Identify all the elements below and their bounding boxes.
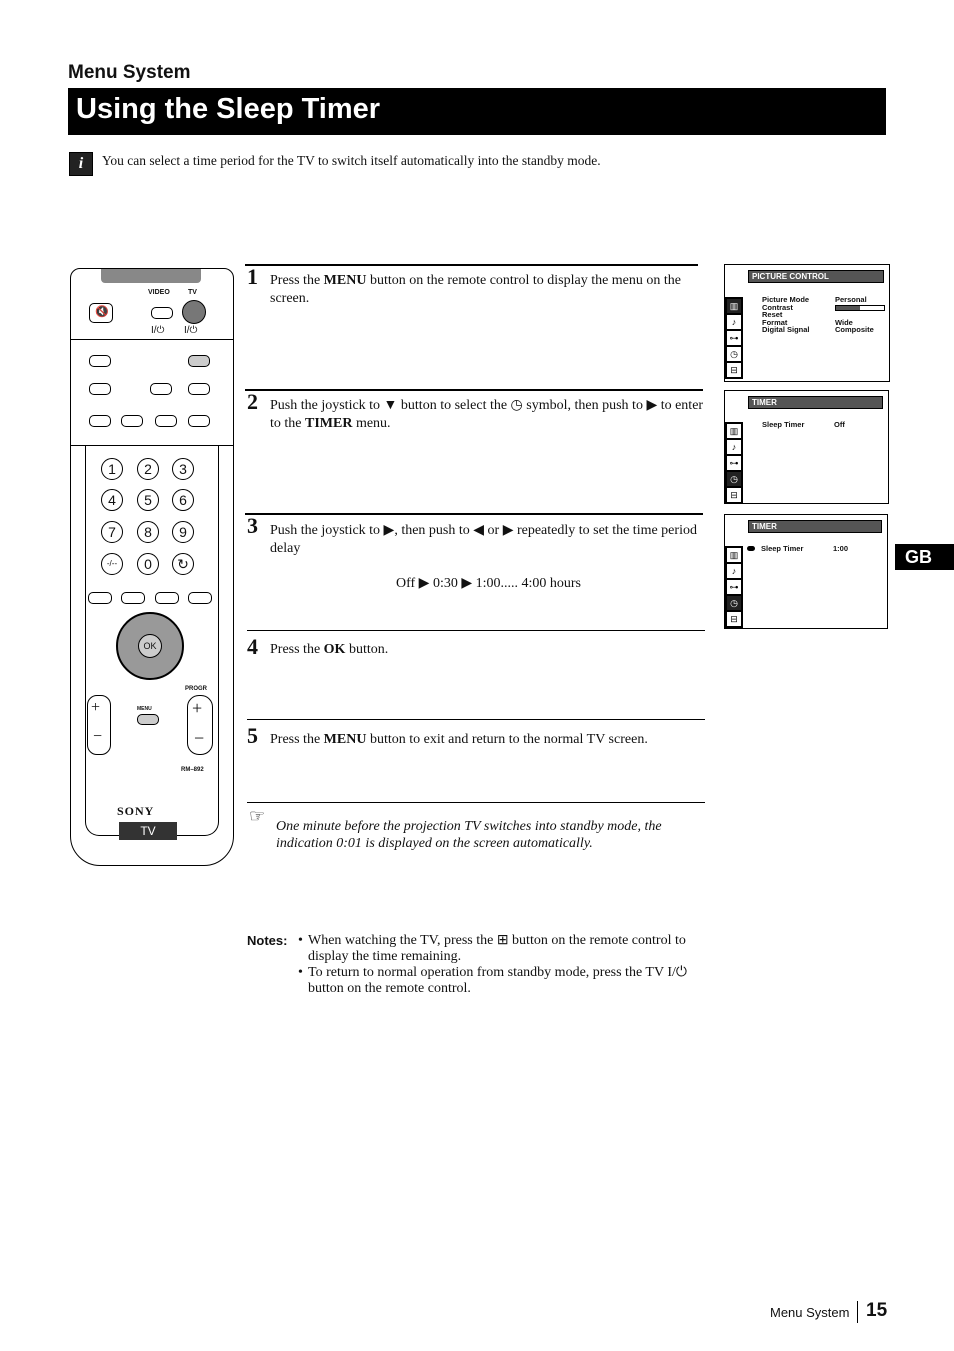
picture-icon: ▥ xyxy=(726,547,742,563)
menu-icon-column xyxy=(725,546,743,628)
step-number: 4 xyxy=(247,634,258,659)
video-button[interactable] xyxy=(151,307,173,319)
remote-button-b3[interactable] xyxy=(188,383,210,395)
volume-up-icon: + xyxy=(91,699,101,716)
step-rule-1 xyxy=(245,264,698,266)
page-number: 15 xyxy=(866,1300,888,1321)
tv-badge: TV xyxy=(119,822,177,840)
model-label: RM–892 xyxy=(181,767,204,773)
position-button[interactable] xyxy=(188,592,212,604)
section-label: Menu System xyxy=(68,62,191,83)
step-3-text: Push the joystick to ▶, then push to ◀ or ▶ repeatedly to set the time period delay xyxy=(270,523,697,556)
menu-row-value: Personal xyxy=(835,295,867,304)
key-0[interactable]: 0 xyxy=(137,553,159,575)
footer-section: Menu System xyxy=(770,1305,850,1320)
key-6[interactable]: 6 xyxy=(172,489,194,511)
remote-button-b1[interactable] xyxy=(89,383,111,395)
note-item xyxy=(298,933,698,965)
menu-row-label: Reset xyxy=(762,310,783,319)
menu-row-value: Wide xyxy=(835,318,853,327)
menu-header: TIMER xyxy=(748,520,882,533)
volume-rocker[interactable] xyxy=(87,695,111,755)
step-number: 2 xyxy=(247,389,258,414)
feature-icon: ⊶ xyxy=(726,330,742,346)
remote-button-c2[interactable] xyxy=(121,415,143,427)
tv-label: TV xyxy=(188,289,197,296)
step-rule-5 xyxy=(247,719,705,720)
menu-row-label: Picture Mode xyxy=(762,295,810,304)
menu-label: MENU xyxy=(137,706,152,712)
title-bar xyxy=(68,88,886,135)
tv-power-button[interactable] xyxy=(182,300,206,324)
key-jump[interactable]: ↻ xyxy=(172,553,194,575)
menu-row-label: Contrast xyxy=(762,303,793,312)
feature-icon: ⊶ xyxy=(726,455,742,471)
page-title: Using the Sleep Timer xyxy=(76,93,381,125)
key-1[interactable]: 1 xyxy=(101,458,123,480)
progr-label: PROGR xyxy=(185,686,208,692)
mute-icon: 🔇 xyxy=(95,306,109,318)
remote-button-a1[interactable] xyxy=(89,355,111,367)
picture-icon: ▥ xyxy=(726,423,742,439)
menu-row-value: Composite xyxy=(835,325,874,334)
menu-row-label: Format xyxy=(762,318,788,327)
menu-icon-column xyxy=(725,422,743,504)
key-7[interactable]: 7 xyxy=(101,521,123,543)
menu-button[interactable] xyxy=(137,714,159,725)
note-text: When watching the TV, press the ⊞ button on the remote control to display the time remaining. xyxy=(308,933,686,964)
step-3-sequence: Off ▶ 0:30 ▶ 1:00..... 4:00 hours xyxy=(396,576,581,591)
menu-row-label: Sleep Timer xyxy=(762,420,805,429)
video-label: VIDEO xyxy=(148,289,170,296)
menu-icon-column xyxy=(725,297,743,379)
volume-down-icon: − xyxy=(93,728,103,745)
key-4[interactable]: 4 xyxy=(101,489,123,511)
menu-screen-picture-control xyxy=(724,264,890,382)
info-icon: i xyxy=(69,152,93,176)
menu-row-label: Digital Signal xyxy=(762,325,810,334)
key-5[interactable]: 5 xyxy=(137,489,159,511)
remote-button-c3[interactable] xyxy=(155,415,177,427)
bullet: • xyxy=(298,965,303,980)
step-4-text: Press the OK button. xyxy=(270,642,389,657)
menu-row-label: Sleep Timer xyxy=(761,544,804,553)
step-rule-2 xyxy=(245,389,703,391)
menu-header: PICTURE CONTROL xyxy=(748,270,884,283)
key-8[interactable]: 8 xyxy=(137,521,159,543)
timer-icon: ◷ xyxy=(726,346,742,362)
sound-icon: ♪ xyxy=(726,439,742,455)
notes-label: Notes: xyxy=(247,933,288,948)
menu-row-value: Off xyxy=(834,420,845,429)
tip-text: One minute before the projection TV switches into standby mode, the indication 0:01 is displayed on the screen automatically. xyxy=(276,819,662,851)
menu-screen-timer-set xyxy=(724,514,888,629)
timer-icon: ◷ xyxy=(726,595,742,611)
menu-row-value: 1:00 xyxy=(833,544,849,553)
step-number: 5 xyxy=(247,723,258,748)
ok-button[interactable]: OK xyxy=(138,634,162,658)
power-label-2: I/⏻ xyxy=(184,325,198,336)
teletext-button[interactable] xyxy=(155,592,179,604)
info-button[interactable] xyxy=(188,355,210,367)
setup-icon: ⊟ xyxy=(726,362,742,378)
key-9[interactable]: 9 xyxy=(172,521,194,543)
feature-icon: ⊶ xyxy=(726,579,742,595)
remote-ir-window xyxy=(101,269,201,283)
remote-button-c1[interactable] xyxy=(89,415,111,427)
setup-icon: ⊟ xyxy=(726,487,742,503)
notes-list xyxy=(298,933,698,997)
key-double-digit[interactable]: -/-- xyxy=(101,553,123,575)
step-5-text: Press the MENU button to exit and return to the normal TV screen. xyxy=(270,732,648,747)
menu-header: TIMER xyxy=(748,396,883,409)
menu-screen-timer-off xyxy=(724,390,889,504)
brand-logo: SONY xyxy=(117,804,155,818)
mute-button[interactable] xyxy=(89,303,113,323)
program-rocker[interactable] xyxy=(187,695,213,755)
picture-button[interactable] xyxy=(121,592,145,604)
contrast-slider-fill xyxy=(836,306,860,310)
step-number: 3 xyxy=(247,513,258,538)
step-1-text: Press the MENU button on the remote control to display the menu on the screen. xyxy=(270,273,682,306)
sound-icon: ♪ xyxy=(726,563,742,579)
selection-marker-icon xyxy=(747,546,755,551)
power-label-1: I/⏻ xyxy=(151,325,165,336)
contrast-slider xyxy=(835,305,885,311)
joystick[interactable] xyxy=(116,612,184,680)
note-text: To return to normal operation from standby mode, press the TV I/⏻ button on the remote control. xyxy=(308,965,687,996)
sound-button[interactable] xyxy=(88,592,112,604)
key-2[interactable]: 2 xyxy=(137,458,159,480)
remote-button-c4[interactable] xyxy=(188,415,210,427)
timer-icon: ◷ xyxy=(726,471,742,487)
tip-rule xyxy=(247,802,705,803)
step-rule-3 xyxy=(245,513,703,515)
key-3[interactable]: 3 xyxy=(172,458,194,480)
remote-divider xyxy=(71,339,233,340)
program-up-icon: + xyxy=(192,698,203,718)
remote-control xyxy=(70,268,234,866)
note-item xyxy=(298,965,698,997)
program-down-icon: − xyxy=(194,728,205,748)
intro-text: You can select a time period for the TV to switch itself automatically into the standby mode. xyxy=(102,153,601,168)
footer-divider xyxy=(857,1301,858,1323)
language-tab: GB xyxy=(895,544,954,570)
step-number: 1 xyxy=(247,264,258,289)
hand-pointer-icon: ☞ xyxy=(249,806,266,826)
setup-icon: ⊟ xyxy=(726,611,742,627)
sound-icon: ♪ xyxy=(726,314,742,330)
remote-button-b2[interactable] xyxy=(150,383,172,395)
step-2-text: Push the joystick to ▼ button to select the ◷ symbol, then push to ▶ to enter to the TIMER menu. xyxy=(270,398,704,431)
picture-icon: ▥ xyxy=(726,298,742,314)
step-rule-4 xyxy=(247,630,705,631)
bullet: • xyxy=(298,933,303,948)
